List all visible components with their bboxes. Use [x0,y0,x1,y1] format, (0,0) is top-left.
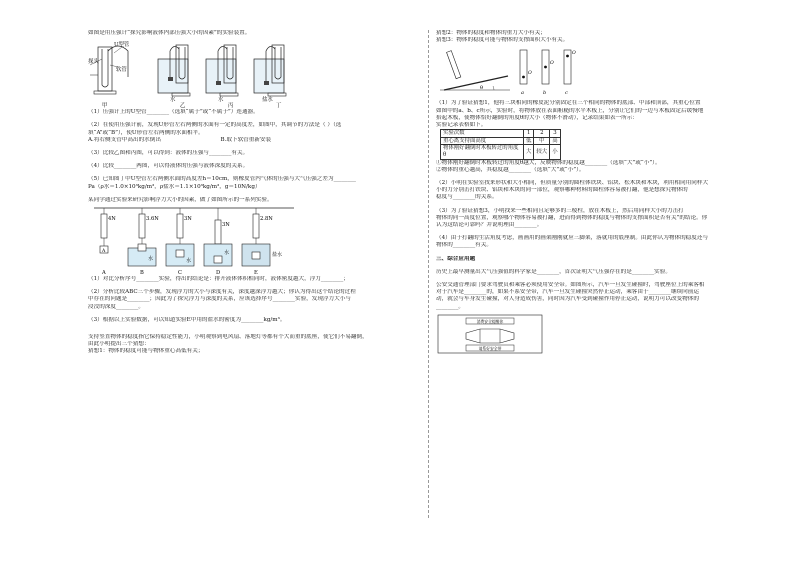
buoyancy-q2-line-2: 中存在的问题是________；因此为了探究浮力与深度的关系，应该选择序号________实验，发现浮力大小与 [88,296,351,303]
liquid-e: 盐水 [272,252,283,259]
section-heading: 三、综合应用题 [436,255,476,262]
intro-pressure: 如图是用压强计“探究影响液体内部压强大小的因素”的实验装置。 [88,30,251,36]
question-2-options [88,137,420,144]
stability-q1-line-2: 如图中的a、b、c所示，实验时，将物体放在表面粗糙的水平木板上，分别让它们的一边与木板固定后缓慢地 [436,107,704,114]
label-bing: 丙 [228,103,234,110]
option-b: B.取下软管重新安装 [220,136,272,143]
question-3: （3）比较乙图和丙图，可以得到：液体的压强与________有关。 [88,150,249,157]
stability-q4-line-2: 物体的________有关。 [436,242,492,249]
reading-b: 3.6N [146,216,159,223]
table-cell: 1 [524,130,534,138]
application-q2-line-2: 对于汽车是________的，如果不系安全带，汽车一旦发生碰撞突然停止运动，乘客由于________继续向前运 [436,289,699,296]
buoyancy-figure [88,204,420,276]
application-q2-line-4: ________。 [436,303,464,310]
guess-1: 猜想1：物体的稳度可能与物体重心高低有关； [88,348,204,355]
stability-q1-sub-2: ②物体的重心越高，其稳度越________（选填“大”或“小”）。 [436,166,585,173]
question-2-line-2: 填“A”或“B”），使U形管左右两侧的水面相平。 [88,129,204,136]
sign-top-text: 消费安全提醒你 [476,318,504,324]
intro-buoyancy: 某同学通过实验来研究影响浮力大小的因素，做了如图所示的一系列实验。 [88,196,273,203]
liquid-label-ding: 盐水 [262,97,273,104]
reading-e: 2.8N [260,216,273,223]
table-cell: 低 [524,137,534,145]
label-b: b [543,90,547,97]
gauge-bing [206,45,238,96]
letter-e: E [254,270,258,277]
table-cell: 物体刚好翻倒时木板转过的角度θ [441,145,524,159]
application-q2-line-3: 动，就会与车身发生碰撞，对人身造成伤害，同时因为汽车受到碰撞作用停止运动，说明力可以改变物体的 [436,296,699,303]
table-row [441,130,561,138]
liquid-label-yi: 水 [170,97,176,104]
stability-q3-line-2: 物体的同一高度位置，观察哪个物体容易被打翻，进而得到物体的稳度与物体的支撑面积是否有关”的结论。你 [436,214,708,221]
table-row [441,137,561,145]
o-label-a: O [528,71,532,77]
o-label-b: O [550,61,554,67]
table-cell: 大 [524,145,534,159]
buoyancy-q3: （3）根据以上实验数据，可以知道实验E中用的盐水的密度为________kg/m³。 [88,316,286,323]
probe-label: 探头 [88,59,99,66]
left-column [88,30,420,356]
stability-q1-line-4: 实验记录表格如下。 [436,122,487,129]
stability-q1-line-1: （1）为了验证猜想1，他将三块相同的橡皮泥分别固定在三个相同的物体的底部、中部和顶部，其重心位置 [436,100,701,107]
stability-q1-line-3: 抬起木板，使物体恰好翻倒的角度θ的大小（物体不滑动），记录结果如表一所示： [436,114,638,121]
question-5-line-1: （5）已知图丁中U型管左右两侧水面的高度差h＝10cm，则橡皮管内气体的压强与大气压强之差为________ [88,176,356,183]
label-a: a [521,90,524,97]
option-a: A.将右侧支管中高出的水倒出 [88,136,161,143]
stability-q3-line-1: （3）为了验证猜想3，小明找来一些相同且足够多的三棱柱，放在木板上，然后用同样大小的力击打 [436,207,684,214]
seatbelt-figure [436,313,776,355]
table-cell: 2 [534,130,550,138]
liquid-c: 水 [186,258,192,265]
pressure-gauge-diagram [88,37,318,109]
pressure-gauge-figure [88,37,420,109]
table-cell: 中 [534,137,550,145]
reading-d: 3N [222,222,230,229]
stability-q2-line-3: 稳度与________的关系。 [436,194,498,201]
application-q2-line-1: 公安交通管理部门要求驾驶员和乘客必须使用安全带。如图所示，汽车一旦发生碰撞时，驾驶座位上的乘客相 [436,282,705,289]
guess-2: 猜想2：物体的稳度和物体的重力大小有关； [436,30,546,36]
table-cell: 小 [550,145,560,159]
reading-c: 3N [184,216,192,223]
buoyancy-q2-line-1: （2）分析比较ABC三个步骤，发现浮力的大小与深度有关，深度越深浮力越大；你认为得出这个结论的过程 [88,289,356,296]
seatbelt-sign [436,313,546,355]
stability-diagram [436,44,596,100]
table-cell: 较大 [534,145,550,159]
liquid-label-bing: 水 [218,97,224,104]
sign-bottom-text: 请系好安全带 [478,345,502,351]
buoyancy-q2-line-3: 浸没的深度________。 [88,303,144,310]
setup-d [204,208,232,266]
liquid-b: 水 [148,256,154,263]
block-label: A [102,249,106,255]
buoyancy-diagram [88,204,318,276]
theta-label: θ [480,85,484,92]
liquid-d: 水 [224,250,230,257]
label-yi: 乙 [180,103,186,110]
stability-figure [436,44,776,100]
reading-a: 4N [108,216,116,223]
table-cell: 高 [550,137,560,145]
letter-c: C [178,270,182,277]
table-row [441,145,561,159]
label-c: c [565,90,568,97]
question-1: （1）压强计上的U型管________（选填“属于”或“不属于”）连通器。 [88,109,259,116]
setup-a [100,208,108,253]
label-ding: 丁 [276,103,282,110]
table-cell: 实验次数 [441,130,524,138]
u-tube-label: U型管 [114,42,130,49]
stability-q2-line-1: （2）小明在实验室找来形状和大小相同，但质量分别的圆柱体铁块、铝块、松木块和木块，利用相同用同样大 [436,180,709,186]
table-cell: 重心离支持面高度 [441,137,524,145]
question-4: （4）比较________两图，可以得液体的压强与液体深度的关系。 [88,163,249,170]
label-jia: 甲 [102,103,108,110]
letter-d: D [216,270,221,277]
gauge-ding [254,45,286,96]
guess-3: 猜想3：物体的稳度可能与物体的支撑面积大小有关。 [436,37,569,44]
buoyancy-q1: （1）对比分析序号________实验，得出的结论是：排开液体体积相同时，液体密度越大，浮力________； [88,276,349,283]
column-divider [428,30,429,518]
gauge-yi [158,45,190,96]
stability-intro-1: 支持竖直物体的稳度指它保持稳定性能力，小明观察到电风扇、落地灯等都有个大而重的底座，使它们不易翻倒， [88,334,368,341]
stability-q3-line-3: 认为这结论可靠吗？并说明理由________。 [436,222,543,229]
letter-a: A [102,270,106,277]
table-cell: 3 [550,130,560,138]
stability-q1-sub-1: ①物体刚好翻倒时木板转过的角度θ越大，反映物体的稳度越________（选填“大”或“小”）。 [436,159,661,166]
stability-q2-line-2: 小的力分别击打铁块、铝块和木块的同一部位，观察哪种材料的圆柱体容易被打翻，他是想探究物体的 [436,187,688,194]
stability-q4-line-1: （4）由于打翻的生活角度考虑，画画用的画架刚刚就应三脚架，落就用的底座制。由此你认为物体的稳度还与 [436,235,709,242]
letter-b: B [140,270,144,277]
application-q1: 历史上最早测量出大气压强值的科学家是________，首次证明大气压强存在的是________实验。 [436,268,671,275]
stability-intro-2: 由此小明提出三个猜想： [88,341,150,348]
right-column [436,30,776,355]
question-5-line-2: Pa（ρ水＝1.0×10³kg/m³，ρ盐水＝1.1×10³kg/m³，g＝10N/kg） [88,183,261,190]
experiment-table [440,129,561,159]
hose-label: 软管 [116,67,127,74]
question-2-line-1: （2）在使用压强计前，发现U形管左右两侧的水面有一定的高度差，如图甲，其调节的方法是（ ）（选 [88,122,342,129]
o-label-c: O [572,51,576,57]
